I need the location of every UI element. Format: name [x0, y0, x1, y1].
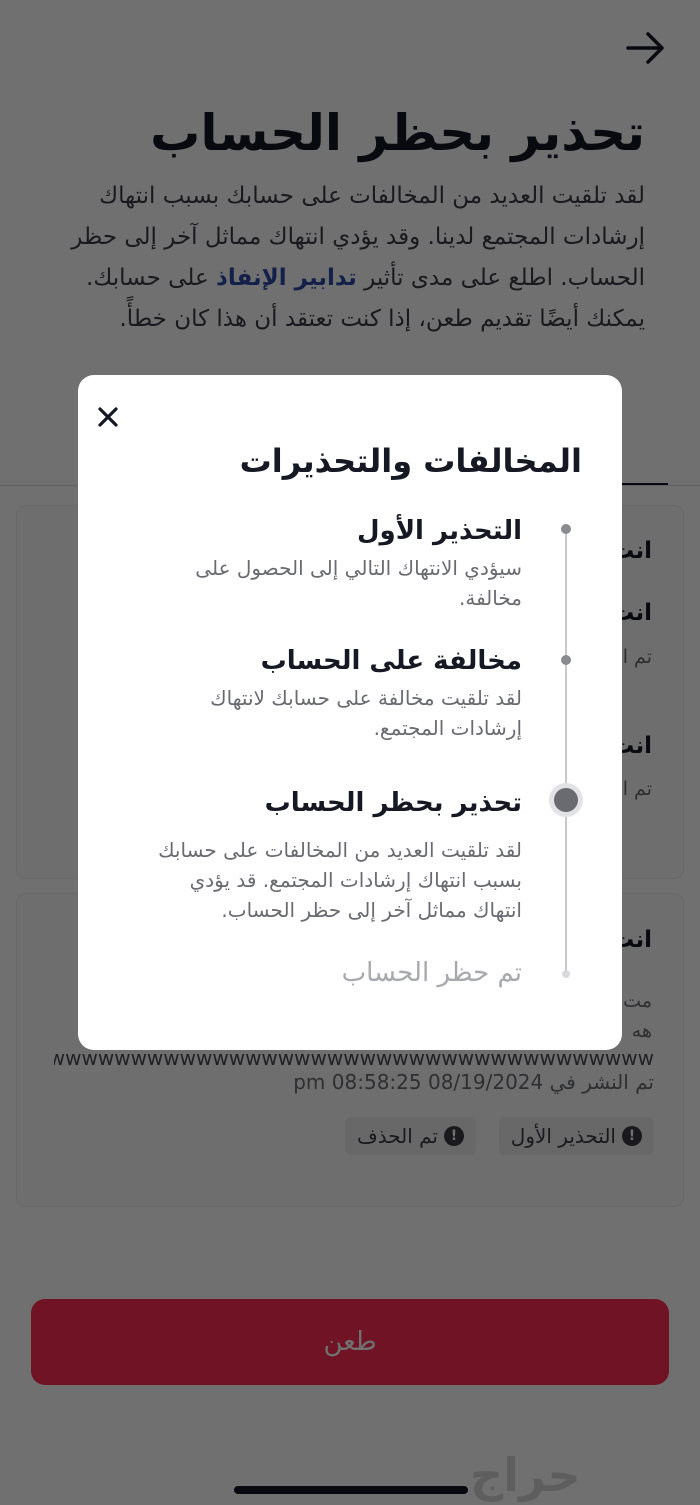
- step-title: تم حظر الحساب: [341, 958, 522, 988]
- step-description: لقد تلقيت مخالفة على حسابك لانتهاك إرشادات المجتمع.: [210, 686, 522, 740]
- timeline-step-account-violation: [152, 643, 522, 743]
- step-description: سيؤدي الانتهاك التالي إلى الحصول على مخالفة.: [195, 556, 522, 610]
- step-description: لقد تلقيت العديد من المخالفات على حسابك بسبب انتهاك إرشادات المجتمع. قد يؤدي انتهاك مماثل آخر إلى حظر الحساب.: [158, 838, 522, 922]
- timeline-step-account-banned: [152, 955, 522, 991]
- timeline-dot-current: [554, 788, 578, 812]
- timeline-line: [565, 527, 567, 977]
- step-title: التحذير الأول: [356, 516, 522, 546]
- step-title: تحذير بحظر الحساب: [264, 788, 522, 818]
- step-title: مخالفة على الحساب: [260, 646, 522, 676]
- timeline-dot: [562, 970, 570, 978]
- timeline-dot: [561, 524, 571, 534]
- modal-title: المخالفات والتحذيرات: [239, 442, 582, 480]
- timeline-step-ban-warning: [152, 785, 522, 925]
- timeline-step-first-warning: [152, 513, 522, 613]
- violations-warnings-modal: [78, 375, 622, 1050]
- close-icon[interactable]: [88, 397, 128, 437]
- timeline-dot: [561, 655, 571, 665]
